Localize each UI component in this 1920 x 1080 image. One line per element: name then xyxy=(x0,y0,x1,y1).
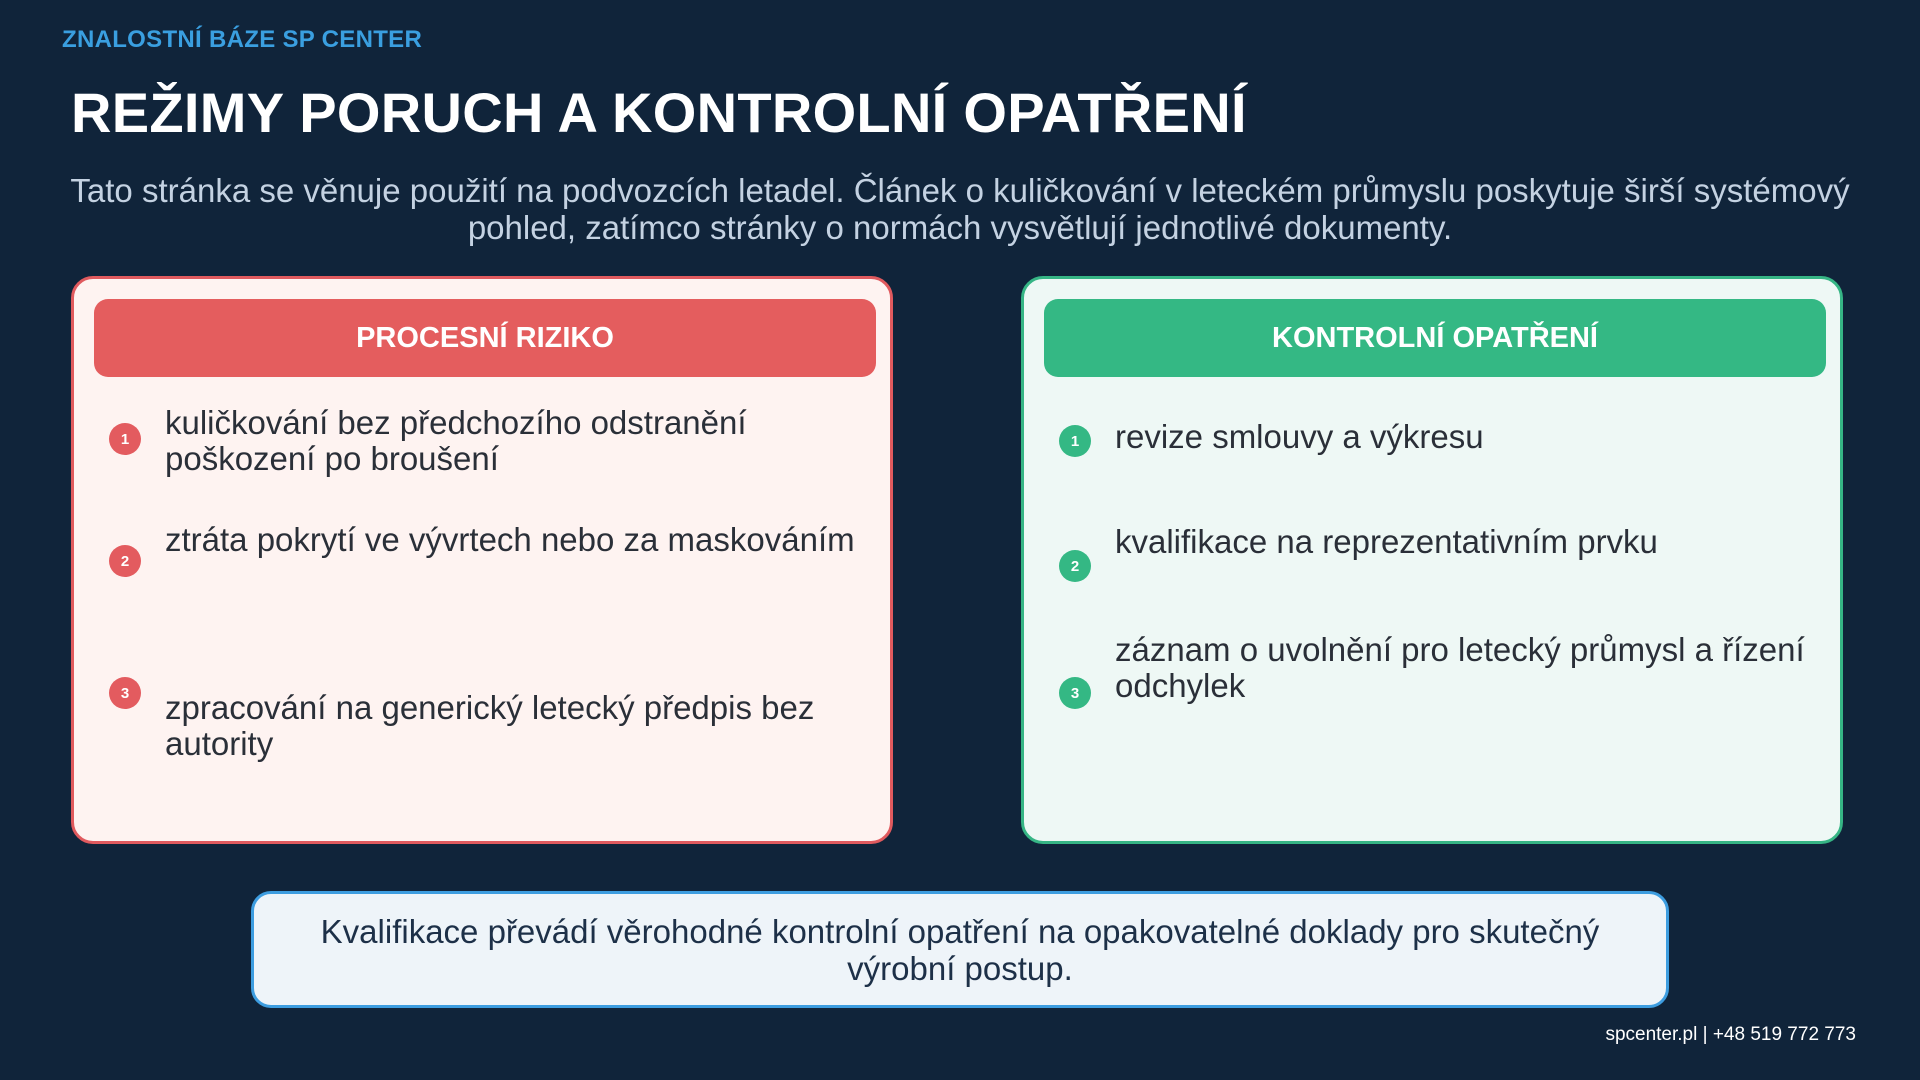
footer-contact: spcenter.pl | +48 519 772 773 xyxy=(1605,1024,1856,1045)
control-measures-card xyxy=(1021,276,1843,844)
control-item-text: revize smlouvy a výkresu xyxy=(1115,418,1484,455)
risk-item-text: zpracování na generický letecký předpis bez autority xyxy=(165,689,815,762)
kicker-label: ZNALOSTNÍ BÁZE SP CENTER xyxy=(62,26,423,53)
page-subtitle: Tato stránka se věnuje použití na podvozcích letadel. Článek o kuličkování v leteckém průmyslu poskytuje širší systémový pohled, zatímco stránky o normách vysvětlují jednotlivé dokumenty. xyxy=(70,172,1850,246)
key-takeaway-callout xyxy=(251,891,1669,1008)
number-badge: 1 xyxy=(1059,425,1091,457)
page-title: REŽIMY PORUCH A KONTROLNÍ OPATŘENÍ xyxy=(71,81,1247,144)
number-badge: 2 xyxy=(109,545,141,577)
risk-item-text: kuličkování bez předchozího odstranění poškození po broušení xyxy=(165,404,747,477)
risk-item-text: ztráta pokrytí ve vývrtech nebo za maskováním xyxy=(165,521,855,558)
control-item-text: záznam o uvolnění pro letecký průmysl a řízení odchylek xyxy=(1115,631,1805,704)
number-badge: 2 xyxy=(1059,550,1091,582)
control-item-text: kvalifikace na reprezentativním prvku xyxy=(1115,523,1658,560)
process-risk-heading: PROCESNÍ RIZIKO xyxy=(94,299,876,377)
number-badge: 3 xyxy=(109,677,141,709)
process-risk-card xyxy=(71,276,893,844)
control-measures-heading: KONTROLNÍ OPATŘENÍ xyxy=(1044,299,1826,377)
number-badge: 3 xyxy=(1059,677,1091,709)
number-badge: 1 xyxy=(109,423,141,455)
callout-text: Kvalifikace převádí věrohodné kontrolní opatření na opakovatelné doklady pro skutečný výrobní postup. xyxy=(320,912,1600,987)
